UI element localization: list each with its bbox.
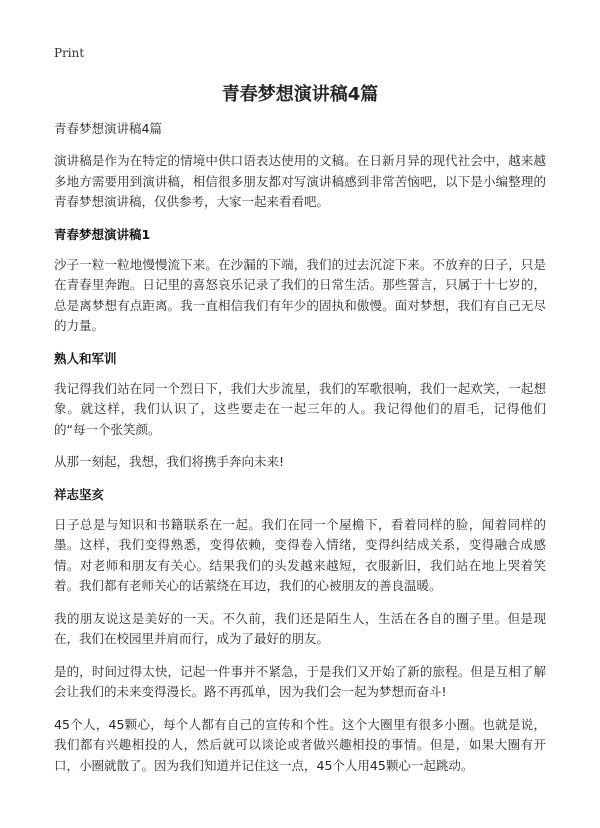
paragraph: 45个人，45颗心，每个人都有自己的宣传和个性。这个大圈里有很多小圈。也就是说，我们都有兴趣相投的人，然后就可以谈论或者做兴趣相投的事情。但是，如果大圈有开口，小圈就散了。因为我们知道并记住这一点，45个人用45颗心一起跳动。 (54, 716, 546, 773)
section-heading: 青春梦想演讲稿1 (54, 226, 151, 242)
document-subtitle: 青春梦想演讲稿4篇 (54, 121, 162, 136)
section-2 (54, 349, 546, 473)
paragraph: 沙子一粒一粒地慢慢流下来。在沙漏的下端，我们的过去沉淀下来。不放弃的日子，只是在青春里奔跑。日记里的喜怒哀乐记录了我们的日常生活。那些誓言，只属于十七岁的，总是离梦想有点距离。我一直相信我们有年少的固执和傲慢。面对梦想，我们有自己无尽的力量。 (54, 256, 546, 333)
print-link[interactable]: Print (54, 46, 85, 60)
intro-paragraph: 演讲稿是作为在特定的情境中供口语表达使用的文稿。在日新月异的现代社会中，越来越多地方需要用到演讲稿，相信很多朋友都对写演讲稿感到非常苦恼吧，以下是小编整理的青春梦想演讲稿，仅供参考，大家一起来看看吧。 (54, 153, 546, 209)
paragraph: 我记得我们站在同一个烈日下，我们大步流星，我们的军歌很响，我们一起欢笑，一起想象。就这样，我们认识了，这些要走在一起三年的人。我记得他们的眉毛，记得他们的“每一个张笑颜。 (54, 380, 546, 437)
page-title: 青春梦想演讲稿4篇 (221, 84, 379, 105)
paragraph: 我的朋友说这是美好的一天。不久前，我们还是陌生人，生活在各自的圈子里。但是现在，我们在校园里并肩而行，成为了最好的朋友。 (54, 610, 546, 646)
paragraph: 从那一刻起，我想，我们将携手奔向未来! (54, 454, 285, 469)
section-3 (54, 485, 546, 777)
section-heading: 熟人和军训 (54, 350, 117, 366)
document-body (54, 119, 546, 788)
section-heading: 祥志坚亥 (54, 486, 105, 502)
section-1 (54, 225, 546, 337)
paragraph: 是的，时间过得太快，记起一件事并不紧急，于是我们又开始了新的旅程。但是互相了解会让我们的未来变得漫长。路不再孤单，因为我们会一起为梦想而奋斗! (54, 663, 546, 699)
paragraph: 日子总是与知识和书籍联系在一起。我们在同一个屋檐下，看着同样的脸，闻着同样的墨。这样，我们变得熟悉，变得依赖，变得卷入情绪，变得纠结成关系，变得融合成感情。对老师和朋友有关心。结果我们的头发越来越短，衣服新旧，我们站在地上哭着笑着。我们都有老师关心的话萦绕在耳边，我们的心被朋友的善良温暖。 (54, 516, 546, 593)
